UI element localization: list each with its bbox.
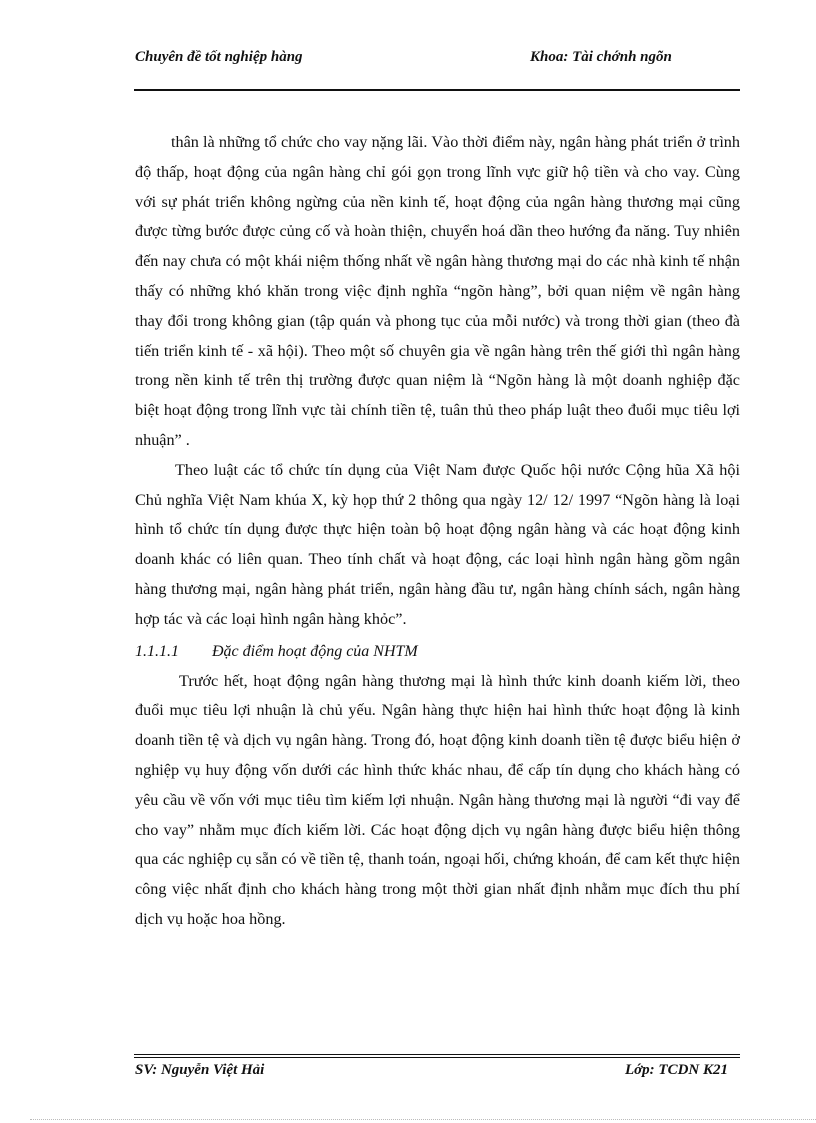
paragraph-3: Trước hết, hoạt động ngân hàng thương mại là hình thức kinh doanh kiếm lời, theo đuổi mục tiêu lợi nhuận là chủ yếu. Ngân hàng thực hiện hai hình thức hoạt động là kinh doanh tiền tệ và dịch vụ ngân hàng. Trong đó, hoạt động kinh doanh tiền tệ được biểu hiện ở nghiệp vụ huy động vốn dưới các hình thức khác nhau, để cấp tín dụng cho khách hàng có yêu cầu về vốn với mục tiêu tìm kiếm lợi nhuận. Ngân hàng thương mại là người “đi vay để cho vay” nhằm mục đích kiếm lời. Các hoạt động dịch vụ ngân hàng được biểu hiện thông qua các nghiệp cụ sẵn có về tiền tệ, thanh toán, ngoại hối, chứng khoán, để cam kết thực hiện công việc nhất định cho khách hàng trong một thời gian nhất định nhằm mục đích thu phí dịch vụ hoặc hoa hồng. [135,671,740,928]
section-number: 1.1.1.1 [135,642,179,660]
document-body [135,128,740,935]
header-right-title: Khoa: Tài chớnh ngõn [530,49,672,65]
paragraph-1: thân là những tổ chức cho vay nặng lãi. Vào thời điểm này, ngân hàng phát triển ở trình độ thấp, hoạt động của ngân hàng chỉ gói gọn trong lĩnh vực giữ hộ tiền và cho vay. Cùng với sự phát triển không ngừng của nền kinh tế, hoạt động của ngân hàng thương mại cũng được từng bước được củng cố và hoàn thiện, chuyển hoá dần theo hướng đa năng. Tuy nhiên đến nay chưa có một khái niệm thống nhất về ngân hàng thương mại do các nhà kinh tế nhận thấy có những khó khăn trong việc định nghĩa “ngõn hàng”, bởi quan niệm về ngân hàng thay đổi trong không gian (tập quán và phong tục của mỗi nước) và trong thời gian (theo đà tiến triển kinh tế - xã hội). Theo một số chuyên gia về ngân hàng trên thế giới thì ngân hàng trong nền kinh tế trên thị trường được quan niệm là “Ngõn hàng là một doanh nghiệp đặc biệt hoạt động trong lĩnh vực tài chính tiền tệ, tuân thủ theo pháp luật theo đuổi mục tiêu lợi nhuận” . [135,133,740,449]
section-heading [135,637,740,667]
footer-student-name: SV: Nguyễn Việt Hải [135,1062,265,1078]
page-edge-line [30,1119,816,1120]
footer-rule-bottom [134,1057,740,1058]
footer-class: Lớp: TCDN K21 [624,1062,728,1078]
header-rule [134,89,740,91]
footer-rule-top [134,1054,740,1055]
header-left-title: Chuyên đề tốt nghiệp hàng [135,49,303,65]
section-title: Đặc điểm hoạt động của NHTM [212,642,418,660]
paragraph-2: Theo luật các tổ chức tín dụng của Việt Nam được Quốc hội nước Cộng hũa Xã hội Chủ nghĩa Việt Nam khúa X, kỳ họp thứ 2 thông qua ngày 12/ 12/ 1997 “Ngõn hàng là loại hình tổ chức tín dụng được thực hiện toàn bộ hoạt động ngân hàng và các hoạt động kinh doanh khác có liên quan. Theo tính chất và hoạt động, các loại hình ngân hàng gồm ngân hàng thương mại, ngân hàng phát triển, ngân hàng đầu tư, ngân hàng chính sách, ngân hàng hợp tác và các loại hình ngân hàng khỏc”. [135,460,740,628]
